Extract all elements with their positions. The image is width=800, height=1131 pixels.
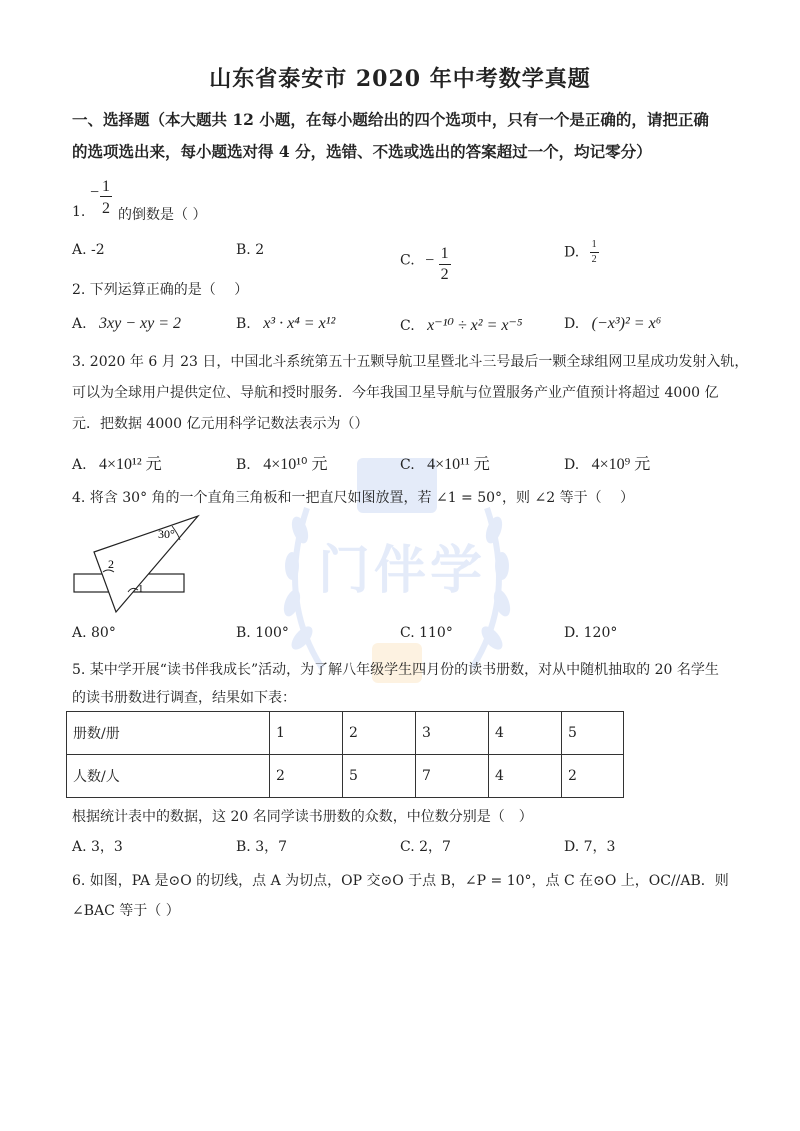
table-cell: 7 bbox=[416, 755, 489, 798]
table-cell: 4 bbox=[489, 755, 562, 798]
q1-option-b: B. 2 bbox=[236, 242, 265, 258]
q3-option-a-expr: 4×10¹² 元 bbox=[99, 456, 162, 473]
q1-frac-den: 2 bbox=[102, 200, 110, 217]
q3-option-c bbox=[400, 451, 490, 474]
table-cell: 册数/册 bbox=[67, 712, 270, 755]
q5-option-a: A. 3，3 bbox=[72, 839, 123, 855]
q1-option-d-num: 1 bbox=[590, 240, 599, 253]
table-cell: 5 bbox=[343, 755, 416, 798]
q3-option-c-expr: 4×10¹¹ 元 bbox=[427, 456, 490, 473]
q5-line2: 的读书册数进行调查，结果如下表： bbox=[72, 690, 296, 706]
section-heading-line2: 的选项选出来，每小题选对得 4 分，选错、不选或选出的答案超过一个，均记零分） bbox=[72, 142, 652, 161]
q1-option-d-label: D. bbox=[564, 244, 580, 261]
q4-option-b: B. 100° bbox=[236, 625, 289, 641]
q2-option-a-label: A. bbox=[72, 316, 87, 332]
q1-option-c-label: C. bbox=[400, 252, 415, 269]
q6-line1: 6. 如图，PA 是⊙O 的切线，点 A 为切点，OP 交⊙O 于点 B，∠P = 10°，点 C 在⊙O 上，OC//AB．则 bbox=[72, 873, 729, 889]
q2-option-d bbox=[564, 315, 661, 333]
q2-option-c bbox=[400, 315, 522, 335]
q2-option-a-expr: 3xy − xy = 2 bbox=[99, 315, 182, 332]
page-title: 山东省泰安市 2020 年中考数学真题 bbox=[209, 66, 591, 92]
table-cell: 2 bbox=[343, 712, 416, 755]
table-cell: 2 bbox=[562, 755, 624, 798]
table-row bbox=[67, 712, 624, 755]
q1-option-c bbox=[400, 242, 451, 283]
q4-option-d: D. 120° bbox=[564, 625, 618, 641]
q2-option-d-expr: (−x³)² = x⁶ bbox=[591, 315, 662, 332]
q4-stem: 4. 将含 30° 角的一个直角三角板和一把直尺如图放置，若 ∠1 = 50°，则 ∠2 等于（ ） bbox=[72, 490, 635, 506]
q3-line2: 可以为全球用户提供定位、导航和授时服务．今年我国卫星导航与位置服务产业产值预计将超过 4000 亿 bbox=[72, 385, 719, 401]
angle-label-2: 2 bbox=[108, 557, 114, 571]
angle-label-30: 30° bbox=[158, 527, 175, 541]
q2-stem: 2. 下列运算正确的是（ ） bbox=[72, 282, 249, 298]
q2-option-d-label: D. bbox=[564, 316, 580, 332]
q5-option-d: D. 7，3 bbox=[564, 839, 616, 855]
q1-option-a: A. -2 bbox=[72, 242, 105, 258]
q2-option-b bbox=[236, 315, 335, 333]
angle-label-1: 1 bbox=[138, 583, 144, 595]
q3-option-b-label: B. bbox=[236, 457, 251, 473]
q3-option-b-expr: 4×10¹⁰ 元 bbox=[263, 456, 328, 473]
q2-option-a bbox=[72, 315, 181, 333]
q5-stat-table bbox=[66, 711, 624, 798]
q5-option-b: B. 3，7 bbox=[236, 839, 288, 855]
q2-option-b-label: B. bbox=[236, 316, 251, 332]
q1-option-d bbox=[564, 240, 599, 265]
q1-frac-num: 1 bbox=[102, 178, 110, 195]
section-heading-line1: 一、选择题（本大题共 12 小题，在每小题给出的四个选项中，只有一个是正确的，请把正确 bbox=[72, 110, 709, 129]
q4-option-c: C. 110° bbox=[400, 625, 453, 641]
q1-number: 1. bbox=[72, 204, 86, 220]
q3-option-a-label: A. bbox=[72, 457, 87, 473]
q5-line1: 5. 某中学开展“读书伴我成长”活动，为了解八年级学生四月份的读书册数，对从中随机抽取的 20 名学生 bbox=[72, 662, 719, 678]
q3-option-b bbox=[236, 451, 327, 474]
table-cell: 1 bbox=[270, 712, 343, 755]
q3-option-d-expr: 4×10⁹ 元 bbox=[591, 456, 651, 473]
q1-frac-sign: − bbox=[90, 184, 100, 201]
q5-after-table: 根据统计表中的数据，这 20 名同学读书册数的众数，中位数分别是（ ） bbox=[72, 809, 533, 825]
q3-option-c-label: C. bbox=[400, 457, 415, 473]
q1-option-d-den: 2 bbox=[591, 254, 597, 265]
q4-option-a: A. 80° bbox=[72, 625, 116, 641]
q3-line1: 3. 2020 年 6 月 23 日，中国北斗系统第五十五颗导航卫星暨北斗三号最后一颗全球组网卫星成功发射入轨， bbox=[72, 354, 749, 370]
q2-option-c-label: C. bbox=[400, 318, 415, 334]
table-cell: 4 bbox=[489, 712, 562, 755]
q2-option-c-expr: x⁻¹⁰ ÷ x² = x⁻⁵ bbox=[427, 317, 523, 334]
q3-line3: 元．把数据 4000 亿元用科学记数法表示为（） bbox=[72, 416, 369, 432]
q1-stem: 的倒数是（ ） bbox=[118, 207, 207, 223]
q5-option-c: C. 2，7 bbox=[400, 839, 451, 855]
q3-option-d bbox=[564, 451, 650, 474]
q1-option-c-num: 1 bbox=[439, 246, 451, 265]
q2-option-b-expr: x³ · x⁴ = x¹² bbox=[263, 315, 336, 332]
table-cell: 2 bbox=[270, 755, 343, 798]
table-cell: 5 bbox=[562, 712, 624, 755]
table-cell: 3 bbox=[416, 712, 489, 755]
q3-option-a bbox=[72, 451, 162, 474]
q3-option-d-label: D. bbox=[564, 457, 580, 473]
q4-figure bbox=[70, 512, 200, 616]
watermark-text: 门伴学 bbox=[318, 541, 487, 601]
q1-option-c-sign: − bbox=[425, 251, 435, 269]
table-cell: 人数/人 bbox=[67, 755, 270, 798]
table-row bbox=[67, 755, 624, 798]
q1-option-c-den: 2 bbox=[440, 266, 449, 283]
q6-line2: ∠BAC 等于（ ） bbox=[72, 903, 180, 919]
